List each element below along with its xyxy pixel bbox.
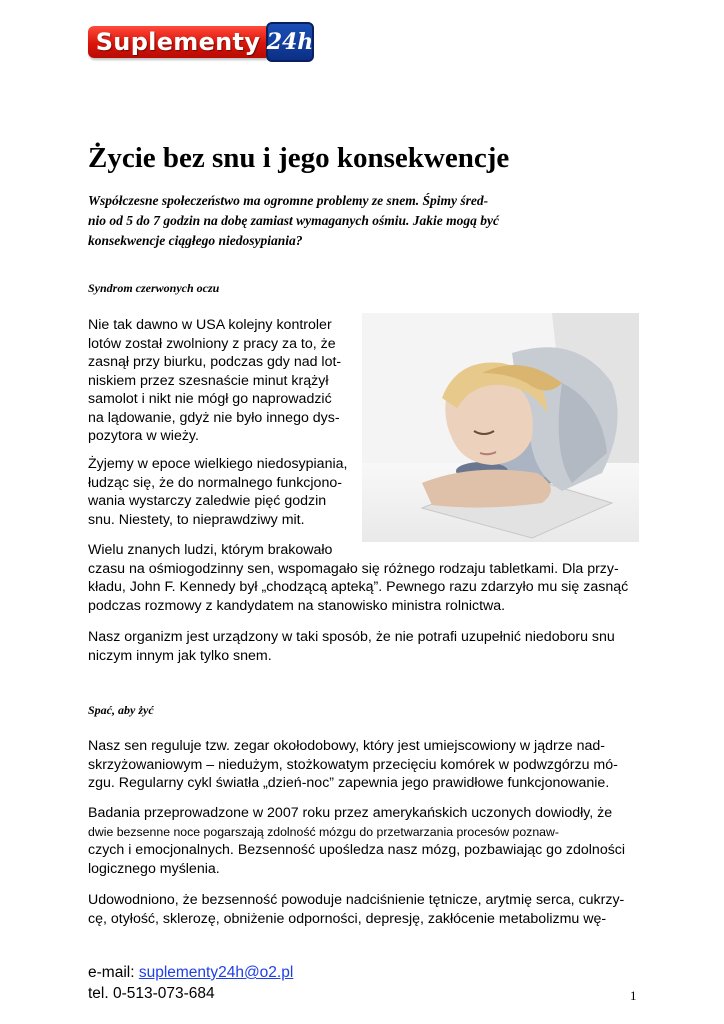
lead-line: nio od 5 do 7 godzin na dobę zamiast wymaganych ośmiu. Jakie mogą być	[88, 213, 500, 228]
text-line: cę, otyłość, sklerozę, obniżenie odporności, depresję, zakłócenie metabolizmu wę-	[88, 910, 607, 927]
text-line: Badania przeprowadzone w 2007 roku przez amerykańskich uczonych dowiodły, że	[88, 805, 613, 821]
text-line: Udowodniono, że bezsenność powoduje nadciśnienie tętnicze, arytmię serca, cukrzy-	[88, 892, 625, 908]
lead-line: Współczesne społeczeństwo ma ogromne problemy ze snem. Śpimy śred-	[88, 193, 489, 208]
email-label: e-mail:	[88, 964, 139, 981]
text-line: niskiem przez szesnaście minut krążył	[88, 372, 329, 389]
email-line	[88, 962, 293, 983]
text-line: wania wystarczy zaledwie pięć godzin	[88, 493, 327, 509]
text-line: zgu. Regularny cykl światła „dzień-noc” zapewnia jego prawidłowe funkcjonowanie.	[88, 775, 610, 791]
logo-badge-text: 24h	[266, 29, 314, 55]
section-heading-sleep-to-live: Spać, aby żyć	[88, 703, 154, 717]
page-number: 1	[630, 988, 637, 1003]
text-line: Nie tak dawno w USA kolejny kontroler	[88, 317, 332, 333]
paragraph-circadian-clock	[88, 737, 648, 793]
text-line: Nasz sen reguluje tzw. zegar okołodobowy, który jest umiejscowiony w jądrze nad-	[88, 738, 606, 754]
text-line: niczym innym jak tylko snem.	[88, 647, 272, 664]
text-line: zasnął przy biurku, podczas gdy nad lot-	[88, 354, 342, 370]
paragraph-sleep-deprivation	[88, 455, 358, 529]
paragraph-research-2007	[88, 804, 648, 878]
sleeping-woman-photo	[362, 313, 639, 542]
phone-line: tel. 0-513-073-684	[88, 985, 215, 1002]
section-heading-red-eyes: Syndrom czerwonych oczu	[88, 281, 220, 295]
text-line: logicznego myślenia.	[88, 860, 220, 877]
paragraph-controller	[88, 316, 358, 446]
sleeping-woman-illustration	[362, 313, 639, 542]
text-line: pozytora w wieży.	[88, 428, 199, 444]
text-line: czasu na ośmiogodzinny sen, wspomagało się różnego rodzaju tabletkami. Dla przy-	[88, 560, 619, 577]
text-line: łudząc się, że do normalnego funkcjono-	[88, 474, 342, 491]
text-line: podczas rozmowy z kandydatem na stanowisko ministra rolnictwa.	[88, 597, 506, 614]
article-title: Życie bez snu i jego konsekwencje	[88, 142, 510, 174]
paragraph-organism	[88, 628, 648, 665]
text-line: Nasz organizm jest urządzony w taki sposób, że nie potrafi uzupełnić niedoboru snu	[88, 629, 615, 645]
brand-logo	[88, 22, 314, 62]
paragraph-famous-people	[88, 541, 648, 615]
text-line: lotów został zwolniony z pracy za to, że	[88, 335, 336, 352]
lead-line: konsekwencje ciągłego niedosypiania?	[88, 233, 303, 248]
text-line: dwie bezsenne noce pogarszają zdolność mózgu do przetwarzania procesów poznaw-	[88, 824, 559, 839]
text-line: na lądowanie, gdyż nie było innego dys-	[88, 409, 340, 426]
text-line: kładu, John F. Kennedy był „chodzącą apteką”. Pewnego razu zdarzyło mu się zasnąć	[88, 579, 629, 595]
text-line: Wielu znanych ludzi, którym brakowało	[88, 542, 333, 558]
text-line: Żyjemy w epoce wielkiego niedosypiania,	[88, 456, 348, 472]
text-line: snu. Niestety, to nieprawdziwy mit.	[88, 511, 305, 528]
article-lead	[88, 191, 548, 251]
paragraph-health-effects	[88, 891, 648, 928]
text-line: samolot i nikt nie mógł go naprowadzić	[88, 391, 332, 407]
logo-wordmark: Suplementy	[95, 28, 261, 56]
text-line: skrzyżowaniowym – niedużym, stożkowatym przecięciu komórek w podwzgórzu mó-	[88, 756, 618, 773]
email-link[interactable]: suplementy24h@o2.pl	[138, 964, 294, 981]
contact-footer	[88, 962, 293, 1004]
text-line: czych i emocjonalnych. Bezsenność upośledza nasz mózg, pozbawiając go zdolności	[88, 842, 626, 858]
